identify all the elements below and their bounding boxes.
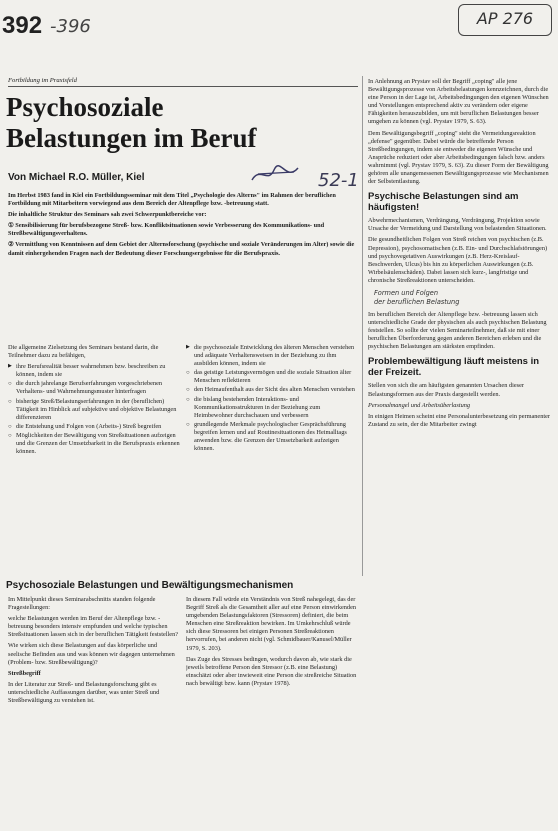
signature-handwritten: 52-1 (318, 170, 359, 191)
page-number-handwritten: -396 (50, 16, 91, 37)
section-2-paragraph: Im Mittelpunkt dieses Seminarabschnitts standen folgende Fragestellungen: (8, 596, 156, 612)
signature-scribble-icon (250, 162, 300, 186)
defense-paragraph: Dem Bewältigungsbegriff „coping" steht die Vermeidungsreaktion „defense" gegenüber. Dabei würde die betreffende Person Streßbedingungen, indem sie entweder die eigenen Wünsche und Ansprüche reduziert oder aber Arbeitsbedingungen falsch bzw. anders wahrnimmt (vgl. Prystav 1979, S. 63). Zu dieser Form der Bewältigung gehören alle unangemessenen Bewältigungsprozesse wie Mechanismen der Selbstentlastung. (368, 129, 549, 186)
column-divider (362, 76, 363, 576)
section-2-paragraph: In diesem Fall würde ein Verständnis von Streß nahegelegt, das der Begriff Streß als die Gesamtheit aller auf eine Person einwirkenden umgebenden Belastungsfaktoren (Stressoren) definiert, die beim Menschen eine Streßreaktion bewirken. Im Umkehrschluß würde sich diese Stressoren bei einigen Personen Streßreaktionen hervorrufen, bei anderen nicht (vgl. Schmidbauer/Kanusel/Müller 1979, S. 203). (186, 596, 357, 652)
goal-item: ○ bisherige Streß/Belastungserfahrungen in der (beruflichen) Tätigkeit im Hinblick auf subjektive und objektive Belastungen differenzieren (8, 398, 180, 422)
section-2-subheading: Streßbegriff (8, 669, 41, 677)
intro-block (8, 192, 358, 261)
section-2-paragraph: Das Zuge des Stresses bedingen, wodurch davon ab, wie stark die jeweils betroffene Person den Stressor (z.B. eine Belastung) einschätzt oder aber inwieweit eine Person die streßreiche Situation nach bewältigt bzw. kann (Prystav 1978). (186, 655, 357, 687)
goal-item: ○ den Heimaufenthalt aus der Sicht des alten Menschen verstehen (186, 386, 358, 394)
section-label: Fortbildung im Praxisfeld (8, 77, 77, 84)
goal-item: ○ die bislang bestehenden Interaktions- und Kommunikationsstrukturen in der Beziehung zum Heimbewohner durchschauen und verbessern (186, 396, 358, 420)
author-byline: Von Michael R.O. Müller, Kiel (8, 172, 145, 183)
intro-paragraph: ① Sensibilisierung für berufsbezogene Streß- bzw. Konfliktsituationen sowie Verbesserung des Kommunikations- und Streßbewältigungsverhaltens. (8, 222, 325, 238)
goal-lead-item: ▶ die psychosoziale Entwicklung des älteren Menschen verstehen und adäquate Verhaltensweisen in der Beziehung zu ihm ausbilden können, indem sie (186, 344, 358, 368)
right-heading-1: Psychische Belastungen sind am häufigsten! (368, 191, 519, 214)
right-paragraph: Im beruflichen Bereich der Altenpflege bzw. -betreuung lassen sich unterschiedliche Grade der physischen als auch psychischen Belastung feststellen. So sollte der vielen Seminarteilnehmer, daß sie mit einer beruflichen Überforderung gegen anderen Bereichen erleben und die psychischen Belastungen am stärksten empfinden. (368, 310, 547, 351)
page-number: 392 (2, 12, 43, 39)
coping-paragraph: In Anlehnung an Prystav soll der Begriff „coping" alle jene Bewältigungsprozesse von Arbeitsbelastungen kennzeichnen, durch die eine Person in der Lage ist, Arbeitsbedingungen den eigenen Wünschen und Vorstellungen entsprechend aktiv zu verändern oder eigene Fähigkeiten herauszubilden, um mit beruflichen Belastungen besser umgehen zu können (vgl. Prystav 1979, S. 63). (368, 78, 549, 126)
goal-item: ○ Möglichkeiten der Bewältigung von Streßsituationen aufzeigen und die Grenzen der Umsetzbarkeit in die Berufspraxis erkennen können. (8, 432, 180, 456)
section-2-right-column (186, 596, 358, 830)
goal-item: ○ grundlegende Merkmale psychologischer Gesprächsführung begreifen lernen und auf Routinesituationen des Heimalltags anwenden bzw. die Grenzen der Umsetzbarkeit aufzeigen können. (186, 421, 358, 453)
handwritten-note-line-1: Formen und Folgen (374, 288, 439, 297)
goal-item: ○ die Entstehung und Folgen von (Arbeits-) Streß begreifen (8, 423, 180, 431)
goals-column-1 (8, 344, 180, 457)
goal-item: ▶ ihre Berufsrealität besser wahrnehmen bzw. beschreiben zu können, indem sie (8, 363, 180, 379)
handwritten-note-line-2: der beruflichen Belastung (374, 297, 460, 306)
article-title-line-2: Belastungen im Beruf (6, 123, 257, 153)
intro-paragraph: Im Herbst 1983 fand in Kiel ein Fortbildungsseminar mit dem Titel „Psychologie des Alterns" im Rahmen der beruflichen Fortbildung mit Mitarbeitern vorwiegend aus dem Bereich der Altenpflege bzw. -betreuung statt. (8, 192, 336, 208)
section-2-paragraph: In der Literatur zur Streß- und Belastungsforschung gibt es unterschiedliche Auffassungen darüber, was unter Streß und Streßbewältigung zu verstehen ist. (8, 680, 160, 705)
goals-lead: Die allgemeine Zielsetzung des Seminars bestand darin, die Teilnehmer dazu zu befähigen, (8, 344, 159, 360)
intro-paragraph: ② Vermittlung von Kenntnissen auf dem Gebiet der Alternsforschung (psychische und soziale Veränderungen im Alter) sowie die damit einhergehenden Fragen nach der Bedeutung dieser Forschungsergebnisse für die Berufspraxis. (8, 241, 355, 257)
section-2-heading: Psychosoziale Belastungen und Bewältigungsmechanismen (6, 580, 294, 591)
header-rule (8, 86, 358, 87)
right-paragraph: In einigen Heimen scheint eine Personalunterbesetzung ein permanenter Zustand zu sein, der die Mitarbeiter zwingt (368, 412, 551, 428)
corner-note-handwritten: AP 276 (458, 4, 552, 36)
right-paragraph: Abwehrmechanismen, Verdrängung, Verdrängung, Projektion sowie Ursache der Vermeidung und Darstellung von belastenden Situationen. (368, 217, 547, 233)
right-paragraph: Die gesundheitlichen Folgen von Streß reichen von psychischen (z.B. Depression), psychosomatischen (z.B. Ein- und Durchschlafstörungen) und psychovegetativen Auswirkungen (z.B. Herz-Kreislauf-Beschwerden, Ulcus) bis hin zu körperlichen Auswirkungen (z.B. Wirbelsäulenschäden). Dabei lassen sich kurz-, langfristige und chronische Streßreaktionen unterscheiden. (368, 236, 548, 284)
right-heading-2: Problembewältigung läuft meistens in der Freizeit. (368, 356, 540, 379)
section-2-paragraph: welche Belastungen werden im Beruf der Altenpflege bzw. -betreuung besonders intensiv empfunden und welche typischen Streßsituationen lassen sich in der beruflichen Tätigkeit feststellen? (8, 615, 179, 639)
right-subheading: Personalmangel und Arbeitsüberlastung (368, 401, 471, 409)
article-title-line-1: Psychosoziale (6, 92, 164, 122)
right-paragraph: Stellen von sich die am häufigsten genannten Ursachen dieser Belastungsformen aus der Praxis dargestellt werden. (368, 382, 524, 398)
intro-paragraph: Die inhaltliche Struktur des Seminars sah zwei Schwerpunktbereiche vor: (8, 211, 207, 219)
goals-column-2 (186, 344, 358, 454)
goal-item: ○ die durch jahrelange Berufserfahrungen vorgeschriebenen Verhaltens- und Wahrnehmungsmuster hinterfragen (8, 380, 180, 396)
goal-item: ○ das geistige Leistungsvermögen und die soziale Situation älter Menschen reflektieren (186, 369, 358, 385)
article-title (6, 92, 257, 154)
handwritten-note (374, 289, 552, 307)
section-2-paragraph: Wie wirken sich diese Belastungen auf das körperliche und seelische Befinden aus und was können wir dagegen unternehmen (Problem- bzw. Streßbewältigung)? (8, 642, 175, 666)
section-2-left-column (8, 596, 180, 830)
right-column (368, 78, 552, 828)
